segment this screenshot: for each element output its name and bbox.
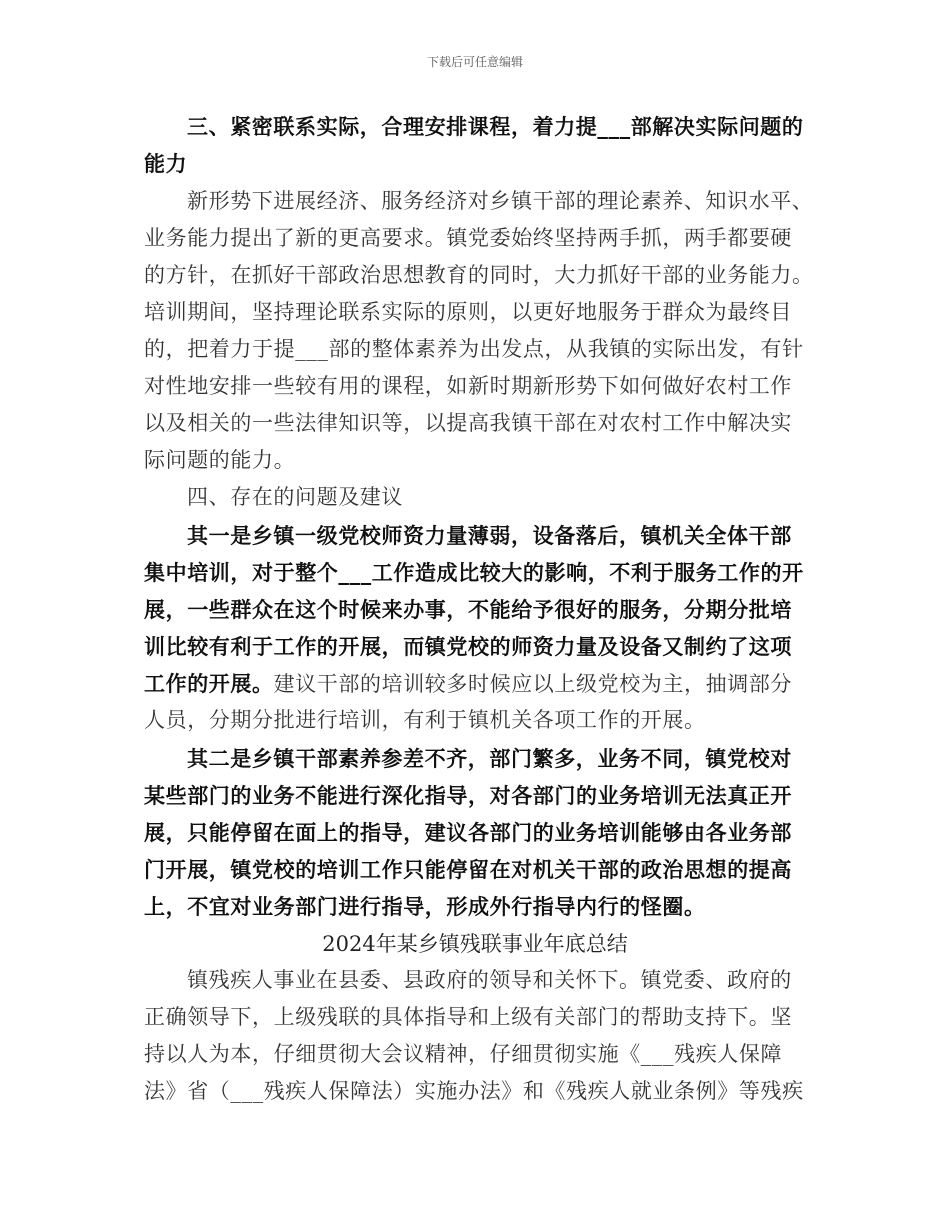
section3-para-line: 业务能力提出了新的更高要求。镇党委始终坚持两手抓，两手都要硬: [144, 226, 792, 250]
section4-p2-line: 门开展，镇党校的培训工作只能停留在对机关干部的政治思想的提高: [144, 857, 792, 882]
section3-para-line: 以及相关的一些法律知识等，以提高我镇干部在对农村工作中解决实: [144, 411, 792, 435]
section4-p2-line: 某些部门的业务不能进行深化指导，对各部门的业务培训无法真正开: [144, 783, 792, 808]
article2-title: 2024年某乡镇残联事业年底总结: [322, 932, 628, 956]
section3-heading: 三、紧密联系实际，合理安排课程，着力提___部解决实际问题的: [187, 114, 804, 139]
section3-para-line: 新形势下进展经济、服务经济对乡镇干部的理论素养、知识水平、: [187, 189, 814, 213]
section3-para-line: 培训期间，坚持理论联系实际的原则，以更好地服务于群众为最终目: [144, 300, 792, 324]
section3-para-line: 际问题的能力。: [144, 448, 296, 472]
article2-para-line: 镇残疾人事业在县委、县政府的领导和关怀下。镇党委、政府的: [187, 968, 792, 992]
section4-p2-line: 展，只能停留在面上的指导，建议各部门的业务培训能够由各业务部: [144, 820, 792, 845]
section4-p1-line: 集中培训，对于整个___工作造成比较大的影响，不利于服务工作的开: [144, 560, 804, 585]
section4-p1-mixed-line: [144, 673, 792, 695]
section4-p1-line: 人员，分期分批进行培训，有利于镇机关各项工作的开展。: [144, 708, 706, 732]
section4-p2-line: 其二是乡镇干部素养参差不齐，部门繁多，业务不同，镇党校对: [187, 746, 792, 771]
article2-para-line: 正确领导下，上级残联的具体指导和上级有关部门的帮助支持下。坚: [144, 1005, 792, 1029]
section4-p1-line: 展，一些群众在这个时候来办事，不能给予很好的服务，分期分批培: [144, 597, 792, 622]
section4-heading: 四、存在的问题及建议: [187, 485, 403, 509]
section3-para-line: 对性地安排一些较有用的课程，如新时期新形势下如何做好农村工作: [144, 374, 792, 398]
section3-para-line: 的方针，在抓好干部政治思想教育的同时，大力抓好干部的业务能力。: [144, 263, 814, 287]
section4-p1-line: 其一是乡镇一级党校师资力量薄弱，设备落后，镇机关全体干部: [187, 523, 792, 548]
page-header: 下载后可任意编辑: [426, 55, 523, 69]
section3-heading-cont: 能力: [144, 151, 188, 176]
article2-para-line: 持以人为本，仔细贯彻大会议精神，仔细贯彻实施《___残疾人保障: [144, 1042, 783, 1066]
section4-p2-line: 上，不宜对业务部门进行指导，形成外行指导内行的怪圈。: [144, 894, 706, 919]
section3-para-line: 的，把着力于提___部的整体素养为出发点，从我镇的实际出发，有针: [144, 337, 804, 361]
section4-p1-normal-tail: 建议干部的培训较多时候应以上级党校为主，抽调部分: [273, 672, 793, 696]
section4-p1-line: 训比较有利于工作的开展，而镇党校的师资力量及设备又制约了这项: [144, 634, 792, 659]
section4-p1-bold-tail: 工作的开展。: [144, 671, 274, 696]
article2-para-line: 法》省（___残疾人保障法）实施办法》和《残疾人就业条例》等残疾: [144, 1079, 804, 1103]
